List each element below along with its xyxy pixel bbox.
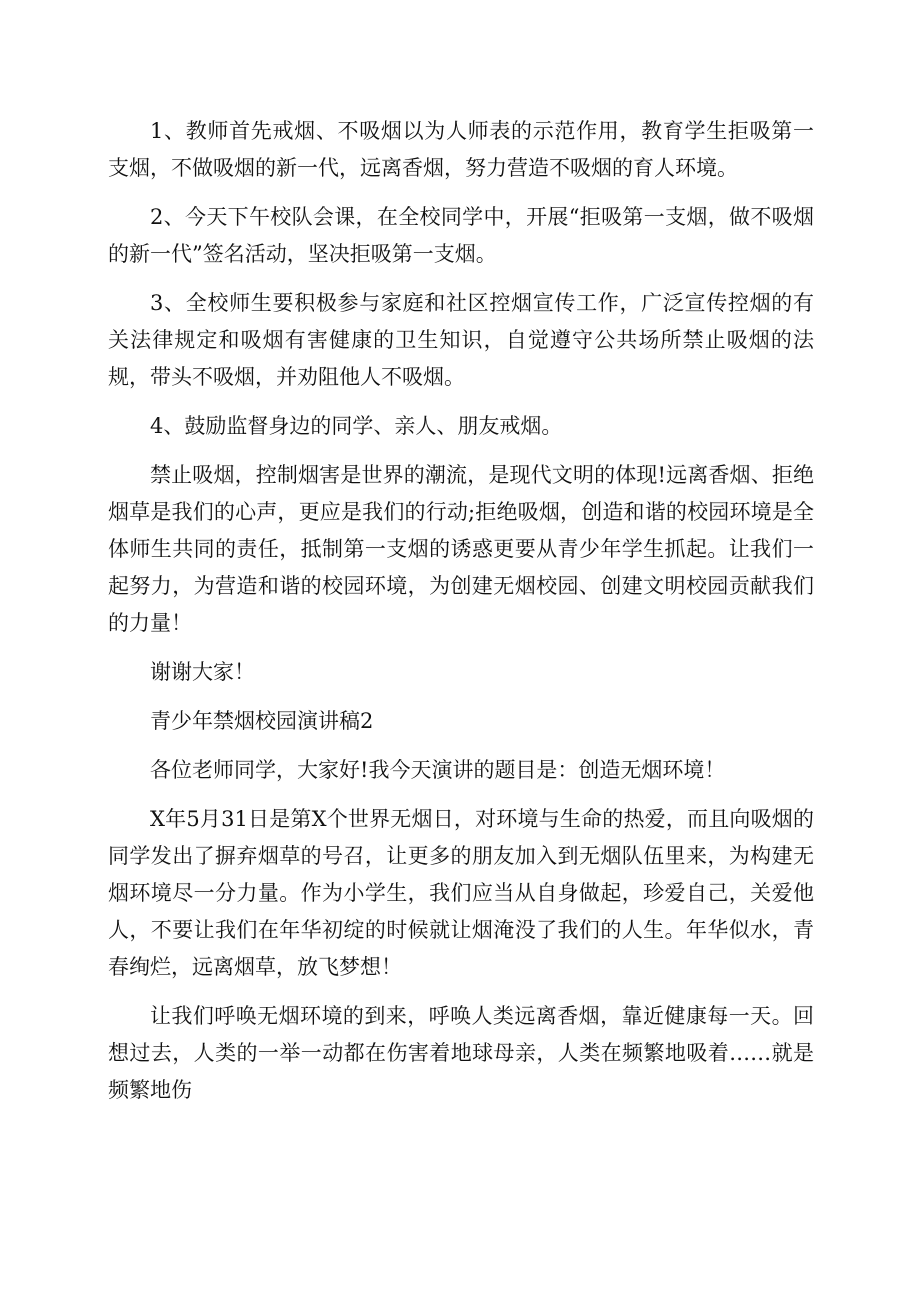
document-body bbox=[108, 113, 814, 1121]
speech-title-2: 青少年禁烟校园演讲稿2 bbox=[150, 709, 374, 733]
paragraph-call-to-action: 让我们呼唤无烟环境的到来，呼唤人类远离香烟，靠近健康每一天。回想过去，人类的一举一动都在伤害着地球母亲，人类在频繁地吸着……就是频繁地伤 bbox=[108, 1004, 814, 1102]
paragraph-world-no-tobacco-day: X年5月31日是第X个世界无烟日，对环境与生命的热爱，而且向吸烟的同学发出了摒弃烟草的号召，让更多的朋友加入到无烟队伍里来，为构建无烟环境尽一分力量。作为小学生，我们应当从自身做起，珍爱自己，关爱他人，不要让我们在年华初绽的时候就让烟淹没了我们的人生。年华似水，青春绚烂，远离烟草，放飞梦想！ bbox=[108, 807, 814, 979]
paragraph-greeting: 各位老师同学，大家好!我今天演讲的题目是：创造无烟环境！ bbox=[150, 758, 726, 782]
paragraph-conclusion: 禁止吸烟，控制烟害是世界的潮流，是现代文明的体现!远离香烟、拒绝烟草是我们的心声，更应是我们的行动;拒绝吸烟，创造和谐的校园环境是全体师生共同的责任，抵制第一支烟的诱惑更要从青少年学生抓起。让我们一起努力，为营造和谐的校园环境，为创建无烟校园、创建文明校园贡献我们的力量！ bbox=[108, 463, 814, 635]
paragraph-rule-2: 2、今天下午校队会课，在全校同学中，开展“拒吸第一支烟，做不吸烟的新一代”签名活动，坚决拒吸第一支烟。 bbox=[108, 205, 814, 266]
paragraph-rule-1: 1、教师首先戒烟、不吸烟以为人师表的示范作用，教育学生拒吸第一支烟，不做吸烟的新一代，远离香烟，努力营造不吸烟的育人环境。 bbox=[108, 119, 814, 180]
paragraph-rule-4: 4、鼓励监督身边的同学、亲人、朋友戒烟。 bbox=[150, 414, 563, 438]
paragraph-rule-3: 3、全校师生要积极参与家庭和社区控烟宣传工作，广泛宣传控烟的有关法律规定和吸烟有害健康的卫生知识，自觉遵守公共场所禁止吸烟的法规，带头不吸烟，并劝阻他人不吸烟。 bbox=[108, 291, 814, 389]
paragraph-thanks: 谢谢大家！ bbox=[150, 660, 255, 684]
